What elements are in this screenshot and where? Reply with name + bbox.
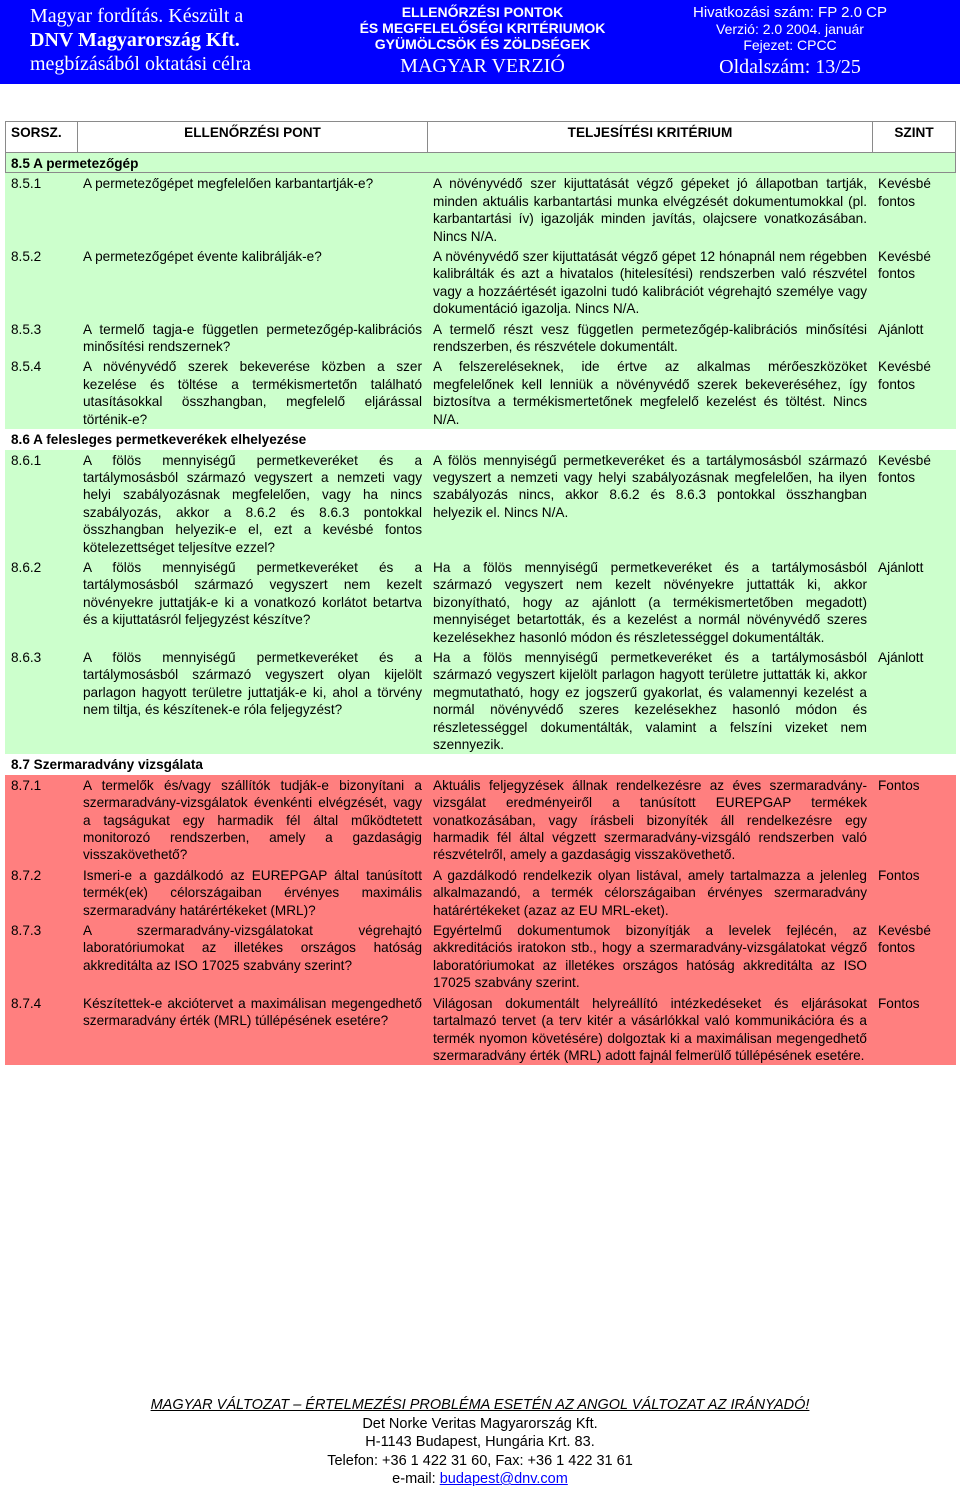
header-right (640, 4, 940, 79)
row-criterion: A gazdálkodó rendelkezik olyan listával, amely tartalmazza a jelenleg alkalmazandó, a termék célországaiban érvényes szermaradvány határértékeket (azaz az EU MRL-eket). (428, 864, 873, 919)
column-header-level: SZINT (873, 122, 956, 153)
row-criterion: A felszereléseknek, ide értve az alkalmas mérőeszközöket megfelelőnek kell lenniük a növényvédő szerek bekeveréséhez, így biztosítva a termékismertetőnek megfelelő kezelést és töltést. Nincs N/A. (428, 356, 873, 429)
header-left-company: DNV Magyarország Kft. (30, 29, 240, 51)
row-check: A fölös mennyiségű permetkeveréket és a tartálymosásból származó vegyszert a nemzeti vagy helyi szabályozásnak megfelelően, vagy ha nincs szabályozás, akkor a 8.6.2 és 8.6.3 pontokkal összhangban helyezik-e el, ezt a kevésbé fontos kötelezettséget teljesítve ezzel? (78, 449, 428, 556)
row-criterion: Aktuális feljegyzések állnak rendelkezésre az éves szermaradvány-vizsgálat eredményeiről a tanúsított EUREPGAP termékek vonatkozásában, vagy írásbeli bizonyíték áll rendelkezésre egy harmadik fél által végzett szermaradvány-vizsgáló rendszerben való részvételről, amely a gazdaságig visszakövethető. (428, 774, 873, 864)
section-title: 8.7 Szermaradvány vizsgálata (6, 754, 956, 774)
row-number: 8.7.4 (6, 992, 78, 1065)
row-number: 8.5.4 (6, 356, 78, 429)
footer-phone: Telefon: +36 1 422 31 60, Fax: +36 1 422 31 61 (327, 1452, 633, 1469)
row-level: Fontos (873, 774, 956, 864)
header-middle (330, 4, 635, 78)
row-criterion: Egyértelmű dokumentumok bizonyítják a levelek fejlécén, az akkreditációs iratokon stb., hogy a szermaradvány-vizsgálatokat végző laboratóriumokat az illetékes országos hatóság akkreditálta az ISO 17025 szabvány szerint. (428, 920, 873, 993)
row-level: Kevésbé fontos (873, 246, 956, 319)
page-footer (0, 1396, 960, 1489)
header-left-line: Magyar fordítás. Készült a (30, 5, 244, 27)
header-left (30, 4, 330, 76)
row-number: 8.7.1 (6, 774, 78, 864)
row-check: A fölös mennyiségű permetkeveréket és a tartálymosásból származó vegyszert nem kezelt növényekre juttatják-e ki a vonatkozó korlátot betartva és a kijuttatásról feljegyzést készítve? (78, 556, 428, 646)
header-chapter: Fejezet: CPCC (743, 37, 837, 53)
row-number: 8.5.3 (6, 318, 78, 356)
section-heading-row (6, 429, 956, 449)
row-number: 8.5.2 (6, 246, 78, 319)
row-check: A permetezőgépet megfelelően karbantartják-e? (78, 173, 428, 246)
row-criterion: A termelő részt vesz független permetezőgép-kalibrációs minősítési rendszerben, és részvétele dokumentált. (428, 318, 873, 356)
header-page-number: Oldalszám: 13/25 (719, 56, 861, 78)
row-criterion: A fölös mennyiségű permetkeveréket és a tartálymosásból származó vegyszert a nemzeti vagy helyi szabályozásnak megfelelően, ha ilyen szabályozás nincs, akkor 8.6.2 és 8.6.3 pontokkal összhangban helyezik el. Nincs N/A. (428, 449, 873, 556)
row-level: Ajánlott (873, 646, 956, 753)
section-title: 8.5 A permetezőgép (6, 153, 956, 173)
table-row (6, 992, 956, 1065)
row-level: Ajánlott (873, 556, 956, 646)
row-level: Kevésbé fontos (873, 449, 956, 556)
row-number: 8.6.2 (6, 556, 78, 646)
row-criterion: Ha a fölös mennyiségű permetkeveréket és a tartálymosásból származó vegyszert kijelölt parlagon hagyott területre juttatták ki, akkor megmutatható, hogy ez jogszerű gyakorlat, és valamennyi kezelést a normál növényvédő szeres kezelésekhez hasonló módon és részletességgel dokumentálták, valamint a felszíni vizeket nem szennyezik. (428, 646, 873, 753)
table-header-row (6, 122, 956, 153)
section-heading-row (6, 153, 956, 173)
table-row (6, 646, 956, 753)
row-check: Ismeri-e a gazdálkodó az EUREPGAP által tanúsított termék(ek) célországaiban érvényes maximális szermaradvány határértékeket (MRL)? (78, 864, 428, 919)
page-header (0, 0, 960, 84)
table-row (6, 173, 956, 246)
row-number: 8.6.1 (6, 449, 78, 556)
row-level: Fontos (873, 864, 956, 919)
table-row (6, 774, 956, 864)
table-row (6, 864, 956, 919)
row-number: 8.7.2 (6, 864, 78, 919)
table-row (6, 318, 956, 356)
control-points-table (5, 121, 956, 1065)
row-check: A fölös mennyiségű permetkeveréket és a tartálymosásból származó vegyszert olyan kijelölt parlagon hagyott területre juttatják-e ki, ahol a törvény nem tiltja, és készítenek-e róla feljegyzést? (78, 646, 428, 753)
section-heading-row (6, 754, 956, 774)
table-row (6, 246, 956, 319)
table-row (6, 356, 956, 429)
table-row (6, 556, 956, 646)
column-header-check: ELLENŐRZÉSI PONT (78, 122, 428, 153)
row-check: A termelők és/vagy szállítók tudják-e bizonyítani a szermaradvány-vizsgálatok évenkénti elvégzését, vagy a tagságukat egy harmadik fél által működtetett monitorozó rendszerben, amely a gazdaságig visszakövethető? (78, 774, 428, 864)
footer-notice: MAGYAR VÁLTOZAT – ÉRTELMEZÉSI PROBLÉMA ESETÉN AZ ANGOL VÁLTOZAT AZ IRÁNYADÓ! (150, 1397, 810, 1413)
row-level: Kevésbé fontos (873, 920, 956, 993)
table-row (6, 449, 956, 556)
header-subtitle: GYÜMÖLCSÖK ÉS ZÖLDSÉGEK (374, 36, 591, 52)
row-level: Kevésbé fontos (873, 356, 956, 429)
row-check: A permetezőgépet évente kalibrálják-e? (78, 246, 428, 319)
column-header-criterion: TELJESÍTÉSI KRITÉRIUM (428, 122, 873, 153)
row-criterion: Világosan dokumentált helyreállító intézkedéseket és eljárásokat tartalmazó tervet (a terv kitér a vásárlókkal való kommunikációra és a termék nyomon követésére) dolgoztak ki a maximálisan megengedhető szermaradvány érték (MRL) adott fajnál felmerülő túllépésének esetére. (428, 992, 873, 1065)
footer-email-line (0, 1470, 960, 1489)
column-header-number: SORSZ. (6, 122, 78, 153)
row-number: 8.5.1 (6, 173, 78, 246)
row-level: Fontos (873, 992, 956, 1065)
row-level: Kevésbé fontos (873, 173, 956, 246)
row-check: Készítettek-e akciótervet a maximálisan megengedhető szermaradvány érték (MRL) túllépésének esetére? (78, 992, 428, 1065)
section-title: 8.6 A felesleges permetkeverékek elhelyezése (6, 429, 956, 449)
row-criterion: A növényvédő szer kijuttatását végző gépet 12 hónapnál nem régebben kalibrálták és azt a hivatalos (hitelesítési) rendszerben való részvétel vagy a hozzáértését igazolni tudó kalibrációt végrehajtó személye vagy dokumentáció igazolja. Nincs N/A. (428, 246, 873, 319)
header-title: ELLENŐRZÉSI PONTOK (401, 4, 564, 20)
footer-company: Det Norke Veritas Magyarország Kft. (362, 1415, 598, 1432)
row-criterion: A növényvédő szer kijuttatását végző gépeket jó állapotban tartják, minden aktuális karbantartási munka elvégzését dokumentumokkal (pl. karbantartási ív) igazolják minden javítás, olajcsere vonatkozásában. Nincs N/A. (428, 173, 873, 246)
footer-email-label: e-mail: (392, 1471, 440, 1487)
header-subtitle: ÉS MEGFELELŐSÉGI KRITÉRIUMOK (359, 20, 606, 36)
row-check: A szermaradvány-vizsgálatokat végrehajtó laboratóriumokat az illetékes országos hatóság akkreditálta az ISO 17025 szabvány szerint? (78, 920, 428, 993)
row-number: 8.6.3 (6, 646, 78, 753)
header-version-label: MAGYAR VERZIÓ (400, 55, 565, 77)
row-criterion: Ha a fölös mennyiségű permetkeveréket és a tartálymosásból származó vegyszert nem kezelt növényekre juttatták ki, akkor bizonyítható, hogy az ajánlott (a termékismertetőben megadott) mennyiséget betartották, és a kezelést a normál növényvédő szeres kezelésekhez hasonló módon és részletességgel dokumentálták. (428, 556, 873, 646)
row-level: Ajánlott (873, 318, 956, 356)
table-row (6, 920, 956, 993)
footer-email-link[interactable]: budapest@dnv.com (439, 1471, 568, 1487)
header-left-line: megbízásából oktatási célra (30, 53, 252, 75)
row-number: 8.7.3 (6, 920, 78, 993)
header-version: Verzió: 2.0 2004. január (716, 21, 864, 37)
footer-address: H-1143 Budapest, Hungária Krt. 83. (365, 1434, 595, 1450)
header-reference: Hivatkozási szám: FP 2.0 CP (693, 4, 887, 21)
row-check: A növényvédő szerek bekeverése közben a szer kezelése és töltése a termékismertetőn található utasításokkal összhangban, megfelelő eljárással történik-e? (78, 356, 428, 429)
row-check: A termelő tagja-e független permetezőgép-kalibrációs minősítési rendszernek? (78, 318, 428, 356)
